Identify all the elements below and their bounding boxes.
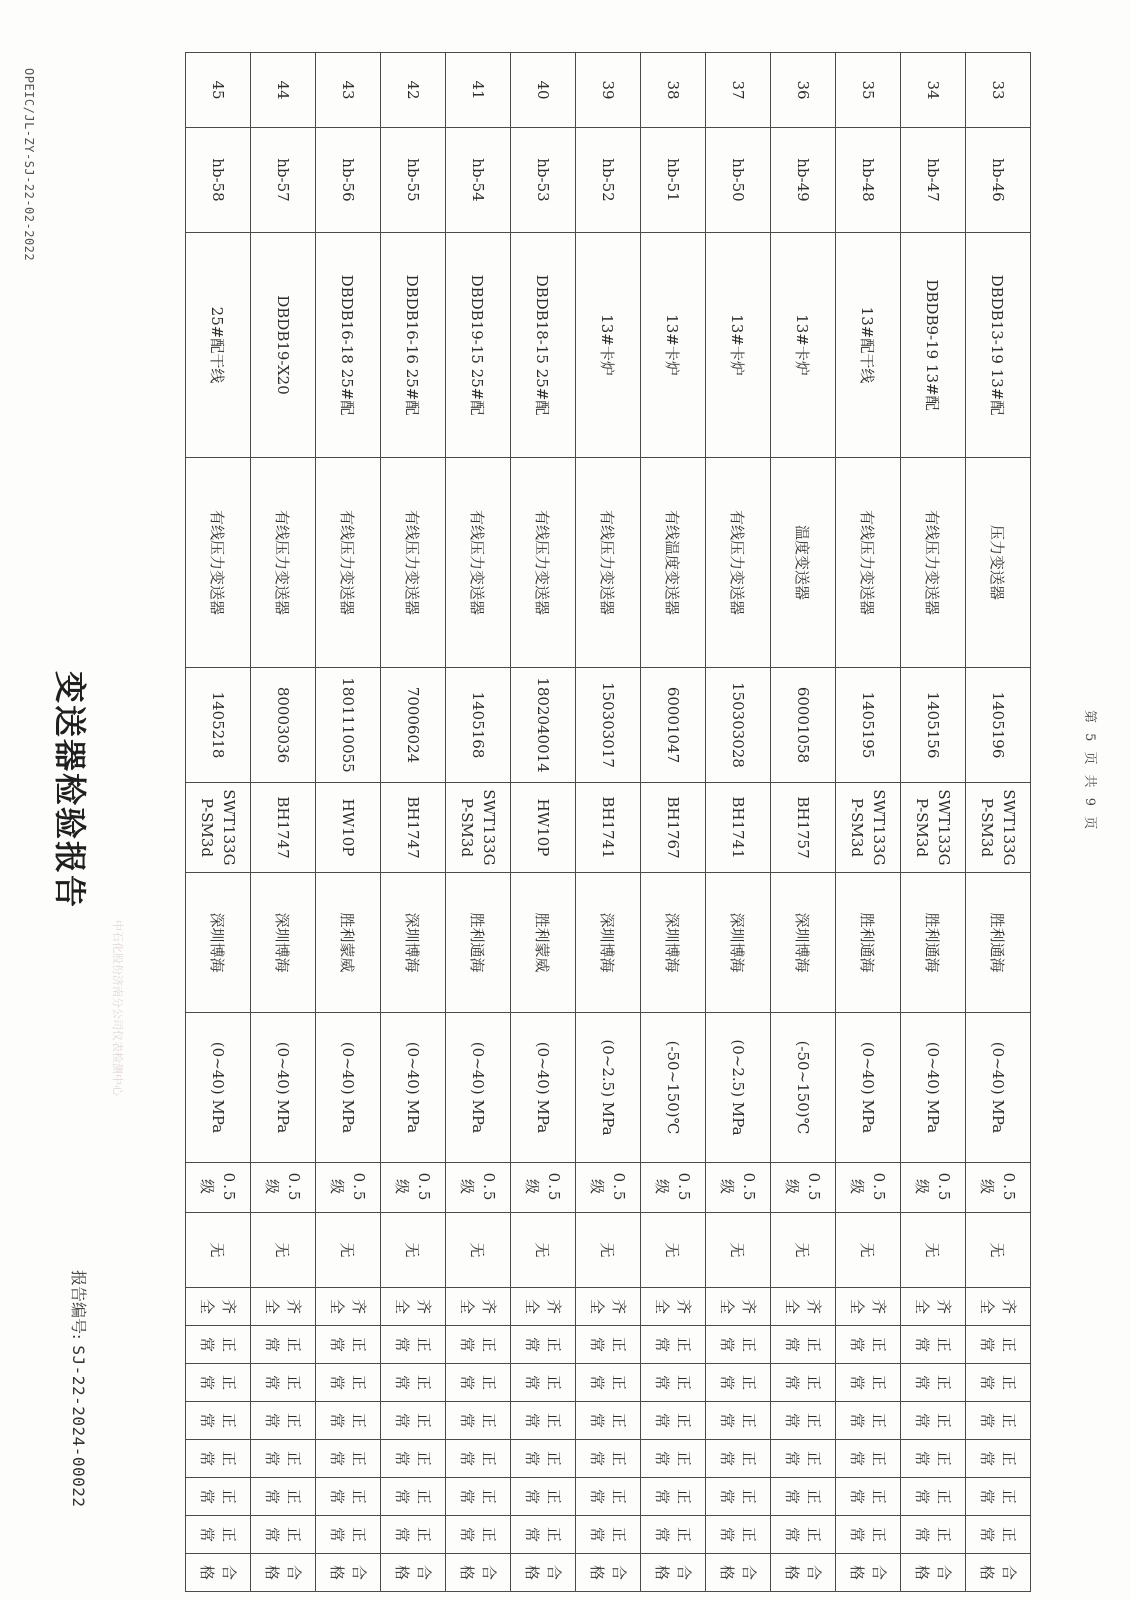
check-normal-cell-5: 正 常 xyxy=(511,1478,576,1516)
model-cell: HW10P xyxy=(316,783,381,873)
check-normal-cell-5: 正 常 xyxy=(836,1478,901,1516)
check-normal-cell-1: 正 常 xyxy=(251,1326,316,1364)
check-normal-cell-1: 正 常 xyxy=(901,1326,966,1364)
tag-cell: hb-53 xyxy=(511,128,576,233)
check-normal-cell-6: 正 常 xyxy=(836,1516,901,1554)
check-normal-cell-3: 正 常 xyxy=(316,1402,381,1440)
table-row xyxy=(836,53,901,1592)
serial-number-cell: 1801110055 xyxy=(316,668,381,783)
model-cell: BH1757 xyxy=(771,783,836,873)
check-normal-cell-5: 正 常 xyxy=(316,1478,381,1516)
check-normal-cell-2: 正 常 xyxy=(706,1364,771,1402)
table-row xyxy=(251,53,316,1592)
appearance-defect-cell: 无 xyxy=(316,1213,381,1288)
check-normal-cell-4: 正 常 xyxy=(251,1440,316,1478)
check-normal-cell-1: 正 常 xyxy=(641,1326,706,1364)
check-normal-cell-4: 正 常 xyxy=(446,1440,511,1478)
table-row xyxy=(381,53,446,1592)
accuracy-class-cell: 0.5 级 xyxy=(641,1163,706,1213)
check-normal-cell-2: 正 常 xyxy=(576,1364,641,1402)
check-complete-cell: 齐 全 xyxy=(511,1288,576,1326)
serial-number-cell: 1802040014 xyxy=(511,668,576,783)
result-cell: 合 格 xyxy=(446,1554,511,1592)
instrument-name-cell: 有线压力变送器 xyxy=(316,458,381,668)
table-row xyxy=(511,53,576,1592)
accuracy-class-cell: 0.5 级 xyxy=(186,1163,251,1213)
manufacturer-cell: 胜利蒙威 xyxy=(316,873,381,1013)
manufacturer-cell: 深圳博海 xyxy=(576,873,641,1013)
appearance-defect-cell: 无 xyxy=(186,1213,251,1288)
row-number-cell: 39 xyxy=(576,53,641,128)
result-cell: 合 格 xyxy=(706,1554,771,1592)
model-cell: SWT133G P-SM3d xyxy=(901,783,966,873)
serial-number-cell: 150303017 xyxy=(576,668,641,783)
model-cell: BH1767 xyxy=(641,783,706,873)
check-normal-cell-4: 正 常 xyxy=(576,1440,641,1478)
check-normal-cell-3: 正 常 xyxy=(901,1402,966,1440)
check-normal-cell-5: 正 常 xyxy=(641,1478,706,1516)
check-complete-cell: 齐 全 xyxy=(446,1288,511,1326)
serial-number-cell: 60001058 xyxy=(771,668,836,783)
row-number-cell: 33 xyxy=(966,53,1031,128)
inspection-table xyxy=(185,52,1031,1592)
check-normal-cell-2: 正 常 xyxy=(316,1364,381,1402)
page-footer: 第 5 页 共 9 页 xyxy=(1082,710,1097,833)
instrument-name-cell: 有线压力变送器 xyxy=(381,458,446,668)
appearance-defect-cell: 无 xyxy=(381,1213,446,1288)
table-body xyxy=(186,53,1031,1592)
check-normal-cell-5: 正 常 xyxy=(771,1478,836,1516)
tag-cell: hb-54 xyxy=(446,128,511,233)
tag-cell: hb-52 xyxy=(576,128,641,233)
model-cell: BH1741 xyxy=(576,783,641,873)
check-normal-cell-6: 正 常 xyxy=(251,1516,316,1554)
serial-number-cell: 1405196 xyxy=(966,668,1031,783)
check-normal-cell-3: 正 常 xyxy=(186,1402,251,1440)
row-number-cell: 38 xyxy=(641,53,706,128)
check-complete-cell: 齐 全 xyxy=(316,1288,381,1326)
manufacturer-cell: 胜利蒙威 xyxy=(511,873,576,1013)
check-normal-cell-2: 正 常 xyxy=(251,1364,316,1402)
serial-number-cell: 1405156 xyxy=(901,668,966,783)
range-cell: (0~40) MPa xyxy=(381,1013,446,1163)
row-number-cell: 41 xyxy=(446,53,511,128)
appearance-defect-cell: 无 xyxy=(251,1213,316,1288)
location-cell: DBDB13-19 13#配 xyxy=(966,233,1031,458)
model-cell: BH1747 xyxy=(251,783,316,873)
result-cell: 合 格 xyxy=(511,1554,576,1592)
watermark-stamp: 中石化股份济南分公司仪表检测中心 xyxy=(111,920,124,1096)
check-normal-cell-3: 正 常 xyxy=(381,1402,446,1440)
location-cell: 13#卡炉 xyxy=(576,233,641,458)
model-cell: BH1741 xyxy=(706,783,771,873)
check-normal-cell-4: 正 常 xyxy=(966,1440,1031,1478)
result-cell: 合 格 xyxy=(966,1554,1031,1592)
location-cell: 25#配干线 xyxy=(186,233,251,458)
row-number-cell: 37 xyxy=(706,53,771,128)
accuracy-class-cell: 0.5 级 xyxy=(381,1163,446,1213)
instrument-name-cell: 有线压力变送器 xyxy=(186,458,251,668)
check-normal-cell-4: 正 常 xyxy=(511,1440,576,1478)
range-cell: (0~40) MPa xyxy=(901,1013,966,1163)
result-cell: 合 格 xyxy=(901,1554,966,1592)
tag-cell: hb-56 xyxy=(316,128,381,233)
serial-number-cell: 80003036 xyxy=(251,668,316,783)
check-normal-cell-2: 正 常 xyxy=(511,1364,576,1402)
range-cell: (0~40) MPa xyxy=(966,1013,1031,1163)
location-cell: DBDB9-19 13#配 xyxy=(901,233,966,458)
check-normal-cell-2: 正 常 xyxy=(901,1364,966,1402)
tag-cell: hb-57 xyxy=(251,128,316,233)
check-normal-cell-1: 正 常 xyxy=(316,1326,381,1364)
check-normal-cell-2: 正 常 xyxy=(966,1364,1031,1402)
check-normal-cell-6: 正 常 xyxy=(641,1516,706,1554)
report-number xyxy=(68,1270,91,1508)
manufacturer-cell: 胜利通海 xyxy=(446,873,511,1013)
result-cell: 合 格 xyxy=(576,1554,641,1592)
check-normal-cell-4: 正 常 xyxy=(381,1440,446,1478)
check-normal-cell-1: 正 常 xyxy=(706,1326,771,1364)
location-cell: DBDB16-16 25#配 xyxy=(381,233,446,458)
model-cell: BH1747 xyxy=(381,783,446,873)
document-code: OPEIC/JL-ZY-SJ-22-02-2022 xyxy=(22,68,36,262)
appearance-defect-cell: 无 xyxy=(641,1213,706,1288)
check-normal-cell-6: 正 常 xyxy=(771,1516,836,1554)
check-complete-cell: 齐 全 xyxy=(706,1288,771,1326)
table-row xyxy=(771,53,836,1592)
manufacturer-cell: 胜利通海 xyxy=(966,873,1031,1013)
table-row xyxy=(446,53,511,1592)
accuracy-class-cell: 0.5 级 xyxy=(576,1163,641,1213)
check-complete-cell: 齐 全 xyxy=(966,1288,1031,1326)
range-cell: (0~40) MPa xyxy=(316,1013,381,1163)
check-normal-cell-5: 正 常 xyxy=(901,1478,966,1516)
serial-number-cell: 1405195 xyxy=(836,668,901,783)
table-row xyxy=(706,53,771,1592)
table-row xyxy=(316,53,381,1592)
manufacturer-cell: 深圳博海 xyxy=(706,873,771,1013)
location-cell: 13#卡炉 xyxy=(641,233,706,458)
model-cell: SWT133G P-SM3d xyxy=(966,783,1031,873)
check-normal-cell-3: 正 常 xyxy=(446,1402,511,1440)
tag-cell: hb-50 xyxy=(706,128,771,233)
check-normal-cell-2: 正 常 xyxy=(381,1364,446,1402)
appearance-defect-cell: 无 xyxy=(901,1213,966,1288)
result-cell: 合 格 xyxy=(836,1554,901,1592)
check-normal-cell-3: 正 常 xyxy=(641,1402,706,1440)
appearance-defect-cell: 无 xyxy=(966,1213,1031,1288)
check-normal-cell-3: 正 常 xyxy=(511,1402,576,1440)
check-normal-cell-2: 正 常 xyxy=(771,1364,836,1402)
check-normal-cell-1: 正 常 xyxy=(511,1326,576,1364)
check-normal-cell-5: 正 常 xyxy=(381,1478,446,1516)
tag-cell: hb-46 xyxy=(966,128,1031,233)
instrument-name-cell: 有线压力变送器 xyxy=(901,458,966,668)
row-number-cell: 44 xyxy=(251,53,316,128)
check-complete-cell: 齐 全 xyxy=(836,1288,901,1326)
check-normal-cell-3: 正 常 xyxy=(836,1402,901,1440)
tag-cell: hb-49 xyxy=(771,128,836,233)
model-cell: SWT133G P-SM3d xyxy=(186,783,251,873)
check-normal-cell-4: 正 常 xyxy=(836,1440,901,1478)
accuracy-class-cell: 0.5 级 xyxy=(706,1163,771,1213)
location-cell: DBDB19-15 25#配 xyxy=(446,233,511,458)
check-normal-cell-5: 正 常 xyxy=(966,1478,1031,1516)
check-normal-cell-4: 正 常 xyxy=(316,1440,381,1478)
accuracy-class-cell: 0.5 级 xyxy=(966,1163,1031,1213)
location-cell: DBDB16-18 25#配 xyxy=(316,233,381,458)
accuracy-class-cell: 0.5 级 xyxy=(446,1163,511,1213)
range-cell: (0~2.5) MPa xyxy=(706,1013,771,1163)
check-normal-cell-5: 正 常 xyxy=(446,1478,511,1516)
tag-cell: hb-48 xyxy=(836,128,901,233)
check-complete-cell: 齐 全 xyxy=(901,1288,966,1326)
check-normal-cell-6: 正 常 xyxy=(966,1516,1031,1554)
tag-cell: hb-55 xyxy=(381,128,446,233)
check-complete-cell: 齐 全 xyxy=(576,1288,641,1326)
tag-cell: hb-51 xyxy=(641,128,706,233)
instrument-name-cell: 有线压力变送器 xyxy=(251,458,316,668)
table-row xyxy=(966,53,1031,1592)
check-normal-cell-3: 正 常 xyxy=(706,1402,771,1440)
appearance-defect-cell: 无 xyxy=(836,1213,901,1288)
location-cell: DBDB19-X20 xyxy=(251,233,316,458)
appearance-defect-cell: 无 xyxy=(446,1213,511,1288)
result-cell: 合 格 xyxy=(186,1554,251,1592)
instrument-name-cell: 有线压力变送器 xyxy=(706,458,771,668)
range-cell: (0~40) MPa xyxy=(511,1013,576,1163)
instrument-name-cell: 有线压力变送器 xyxy=(576,458,641,668)
result-cell: 合 格 xyxy=(251,1554,316,1592)
model-cell: SWT133G P-SM3d xyxy=(836,783,901,873)
serial-number-cell: 1405218 xyxy=(186,668,251,783)
range-cell: (0~40) MPa xyxy=(836,1013,901,1163)
check-normal-cell-5: 正 常 xyxy=(576,1478,641,1516)
row-number-cell: 36 xyxy=(771,53,836,128)
appearance-defect-cell: 无 xyxy=(706,1213,771,1288)
manufacturer-cell: 深圳博海 xyxy=(251,873,316,1013)
check-complete-cell: 齐 全 xyxy=(771,1288,836,1326)
check-complete-cell: 齐 全 xyxy=(381,1288,446,1326)
model-cell: SWT133G P-SM3d xyxy=(446,783,511,873)
check-normal-cell-6: 正 常 xyxy=(901,1516,966,1554)
result-cell: 合 格 xyxy=(641,1554,706,1592)
check-normal-cell-5: 正 常 xyxy=(186,1478,251,1516)
report-number-value: SJ-22-2024-00022 xyxy=(69,1345,88,1508)
check-normal-cell-1: 正 常 xyxy=(446,1326,511,1364)
location-cell: 13#配干线 xyxy=(836,233,901,458)
check-normal-cell-5: 正 常 xyxy=(251,1478,316,1516)
check-complete-cell: 齐 全 xyxy=(186,1288,251,1326)
instrument-name-cell: 有线压力变送器 xyxy=(836,458,901,668)
result-cell: 合 格 xyxy=(771,1554,836,1592)
range-cell: (0~2.5) MPa xyxy=(576,1013,641,1163)
check-normal-cell-6: 正 常 xyxy=(511,1516,576,1554)
serial-number-cell: 1405168 xyxy=(446,668,511,783)
instrument-name-cell: 温度变送器 xyxy=(771,458,836,668)
tag-cell: hb-47 xyxy=(901,128,966,233)
serial-number-cell: 70006024 xyxy=(381,668,446,783)
range-cell: (0~40) MPa xyxy=(186,1013,251,1163)
check-normal-cell-6: 正 常 xyxy=(576,1516,641,1554)
instrument-name-cell: 有线压力变送器 xyxy=(446,458,511,668)
serial-number-cell: 150303028 xyxy=(706,668,771,783)
instrument-name-cell: 压力变送器 xyxy=(966,458,1031,668)
check-normal-cell-4: 正 常 xyxy=(186,1440,251,1478)
check-normal-cell-3: 正 常 xyxy=(576,1402,641,1440)
check-normal-cell-1: 正 常 xyxy=(576,1326,641,1364)
check-normal-cell-3: 正 常 xyxy=(966,1402,1031,1440)
instrument-name-cell: 有线温度变送器 xyxy=(641,458,706,668)
row-number-cell: 34 xyxy=(901,53,966,128)
manufacturer-cell: 深圳博海 xyxy=(771,873,836,1013)
check-normal-cell-4: 正 常 xyxy=(641,1440,706,1478)
check-complete-cell: 齐 全 xyxy=(641,1288,706,1326)
range-cell: (0~40) MPa xyxy=(251,1013,316,1163)
check-normal-cell-3: 正 常 xyxy=(771,1402,836,1440)
check-normal-cell-1: 正 常 xyxy=(186,1326,251,1364)
row-number-cell: 40 xyxy=(511,53,576,128)
location-cell: DBDB18-15 25#配 xyxy=(511,233,576,458)
accuracy-class-cell: 0.5 级 xyxy=(771,1163,836,1213)
manufacturer-cell: 深圳博海 xyxy=(186,873,251,1013)
tag-cell: hb-58 xyxy=(186,128,251,233)
check-normal-cell-4: 正 常 xyxy=(901,1440,966,1478)
appearance-defect-cell: 无 xyxy=(511,1213,576,1288)
report-number-label: 报告编号: xyxy=(69,1270,88,1340)
check-normal-cell-5: 正 常 xyxy=(706,1478,771,1516)
result-cell: 合 格 xyxy=(316,1554,381,1592)
check-normal-cell-2: 正 常 xyxy=(836,1364,901,1402)
model-cell: HW10P xyxy=(511,783,576,873)
range-cell: (-50~150)℃ xyxy=(771,1013,836,1163)
check-normal-cell-4: 正 常 xyxy=(706,1440,771,1478)
check-normal-cell-4: 正 常 xyxy=(771,1440,836,1478)
table-row xyxy=(641,53,706,1592)
manufacturer-cell: 深圳博海 xyxy=(381,873,446,1013)
accuracy-class-cell: 0.5 级 xyxy=(511,1163,576,1213)
accuracy-class-cell: 0.5 级 xyxy=(836,1163,901,1213)
table-row xyxy=(576,53,641,1592)
check-normal-cell-6: 正 常 xyxy=(446,1516,511,1554)
manufacturer-cell: 胜利通海 xyxy=(836,873,901,1013)
check-normal-cell-1: 正 常 xyxy=(836,1326,901,1364)
manufacturer-cell: 深圳博海 xyxy=(641,873,706,1013)
check-normal-cell-6: 正 常 xyxy=(316,1516,381,1554)
row-number-cell: 42 xyxy=(381,53,446,128)
accuracy-class-cell: 0.5 级 xyxy=(251,1163,316,1213)
manufacturer-cell: 胜利通海 xyxy=(901,873,966,1013)
appearance-defect-cell: 无 xyxy=(771,1213,836,1288)
accuracy-class-cell: 0.5 级 xyxy=(316,1163,381,1213)
check-normal-cell-6: 正 常 xyxy=(381,1516,446,1554)
check-complete-cell: 齐 全 xyxy=(251,1288,316,1326)
row-number-cell: 43 xyxy=(316,53,381,128)
check-normal-cell-2: 正 常 xyxy=(641,1364,706,1402)
location-cell: 13#卡炉 xyxy=(706,233,771,458)
report-title: 变送器检验报告 xyxy=(51,670,89,909)
location-cell: 13#卡炉 xyxy=(771,233,836,458)
instrument-name-cell: 有线压力变送器 xyxy=(511,458,576,668)
check-normal-cell-1: 正 常 xyxy=(966,1326,1031,1364)
result-cell: 合 格 xyxy=(381,1554,446,1592)
check-normal-cell-1: 正 常 xyxy=(771,1326,836,1364)
check-normal-cell-3: 正 常 xyxy=(251,1402,316,1440)
table-row xyxy=(186,53,251,1592)
check-normal-cell-6: 正 常 xyxy=(186,1516,251,1554)
check-normal-cell-6: 正 常 xyxy=(706,1516,771,1554)
range-cell: (0~40) MPa xyxy=(446,1013,511,1163)
check-normal-cell-2: 正 常 xyxy=(446,1364,511,1402)
serial-number-cell: 60001047 xyxy=(641,668,706,783)
range-cell: (-50~150)℃ xyxy=(641,1013,706,1163)
check-normal-cell-1: 正 常 xyxy=(381,1326,446,1364)
check-normal-cell-2: 正 常 xyxy=(186,1364,251,1402)
accuracy-class-cell: 0.5 级 xyxy=(901,1163,966,1213)
row-number-cell: 45 xyxy=(186,53,251,128)
appearance-defect-cell: 无 xyxy=(576,1213,641,1288)
table-row xyxy=(901,53,966,1592)
row-number-cell: 35 xyxy=(836,53,901,128)
